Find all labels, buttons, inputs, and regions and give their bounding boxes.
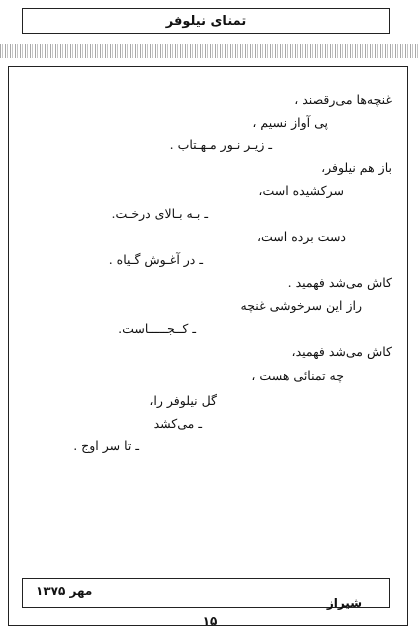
poem-line: دست برده است، (256, 229, 346, 244)
poem-line: ـ تا سر اوج . (73, 438, 139, 453)
poem-title: تمنای نیلوفر (165, 13, 247, 29)
footer-place: شیراز (326, 596, 362, 610)
poem-line: راز این سرخوشی غنچه (240, 298, 362, 313)
poem-line: ـ کــجـــــاست. (118, 321, 196, 336)
poem-line: ـ بـه بـالای درخـت. (111, 206, 208, 221)
poem-line: باز هم نیلوفر، (321, 160, 392, 175)
poem-line: چه تمنائی هست ، (251, 368, 344, 383)
page-number: ۱۵ (202, 614, 218, 628)
poem-line: غنچه‌ها می‌رقصند ، (294, 92, 392, 107)
poem-line: ـ در آغـوش گـیاه . (108, 252, 203, 267)
poem-line: ـ زیـر نـور مـهـتاب . (169, 137, 272, 152)
poem-line: کاش می‌شد فهمید . (287, 275, 392, 290)
poem-line: ـ می‌کشد (153, 416, 202, 431)
poem-line: کاش می‌شد فهمید، (291, 344, 392, 359)
poem-line: پی آواز نسیم ، (252, 115, 328, 130)
poem-line: سرکشیده است، (258, 183, 344, 198)
poem-line: گل نیلوفر را، (149, 393, 217, 408)
footer-date: مهر ۱۳۷۵ (36, 584, 93, 598)
